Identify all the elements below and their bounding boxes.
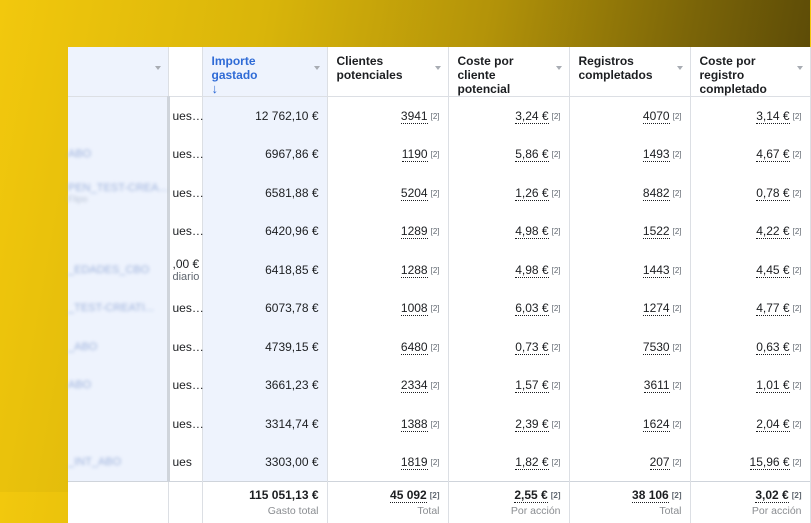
budget-cell [168,443,202,482]
note-marker: [2] [792,419,802,429]
sort-caret-icon [155,66,161,70]
spent-cell [202,135,327,174]
leads-cell [327,212,448,251]
spent-cell [202,251,327,290]
total-cpl-cell [448,482,569,523]
total-spent-value: 115 051,13 € [249,488,319,502]
note-marker: [2] [430,265,440,275]
note-marker: [2] [551,227,561,237]
leads-value[interactable]: 2334 [400,378,428,393]
budget-value: ues [172,455,192,469]
budget-cell [168,174,202,213]
total-regs-caption: Total [659,505,682,517]
ads-report-card [68,47,810,517]
note-marker: [2] [430,381,440,391]
column-header-label: Importe gastado [211,54,258,82]
table-row[interactable] [68,289,810,328]
note-marker: [2] [672,342,682,352]
note-marker: [2] [430,304,440,314]
column-header-registrations[interactable] [569,47,690,97]
note-marker: [2] [551,188,561,198]
leads-cell [327,97,448,136]
cpl-cell [448,405,569,444]
cpl-value[interactable]: 1,26 € [515,185,549,200]
budget-value: ues… [172,147,204,162]
cpl-cell [448,174,569,213]
leads-cell [327,405,448,444]
spent-value: 3314,74 € [265,416,319,431]
spent-cell [202,366,327,405]
total-cpl-value[interactable]: 2,55 € [514,488,548,502]
leads-cell [327,251,448,290]
total-leads-caption: Total [417,505,440,517]
cpl-value[interactable]: 1,82 € [515,455,549,469]
leads-value[interactable]: 3941 [400,109,428,123]
cpr-value[interactable]: 15,96 € [749,455,790,469]
campaign-name[interactable]: PEN_TEST-CREA... Flipo [68,181,168,204]
leads-cell [327,174,448,213]
budget-value: ues… [172,185,204,200]
sort-caret-icon [556,66,562,70]
regs-cell [569,443,690,482]
spent-cell [202,174,327,213]
note-marker: [2] [551,458,561,467]
spent-value: 6967,86 € [265,147,319,162]
total-regs-cell [569,482,690,523]
table-row[interactable] [68,97,810,136]
cpl-value[interactable]: 2,39 € [515,416,549,431]
campaign-results-table [68,47,811,523]
note-marker: [2] [672,381,682,391]
regs-value[interactable]: 1624 [642,416,670,431]
budget-cell [168,366,202,405]
note-marker: [2] [792,304,802,314]
table-row[interactable] [68,174,810,213]
cpr-cell [690,135,810,174]
note-marker: [2] [430,227,440,237]
spent-value: 3661,23 € [265,378,319,393]
column-header-label: Coste por registro completado [699,54,767,96]
leads-cell [327,443,448,482]
note-marker: [2] [672,419,682,429]
budget-caption: diario [172,270,200,283]
spent-cell [202,289,327,328]
campaign-name[interactable]: _EDADES_CBO [68,263,150,276]
regs-value[interactable]: 1274 [642,301,670,316]
regs-cell [569,135,690,174]
cpl-value[interactable]: 4,98 € [515,262,549,277]
campaign-name-cell[interactable] [68,174,168,213]
note-marker: [2] [791,491,802,500]
spent-cell [202,328,327,367]
leads-value[interactable]: 1819 [400,455,428,469]
column-header-leads[interactable] [327,47,448,97]
table-row[interactable] [68,443,810,482]
total-spent-cell [202,482,327,523]
note-marker: [2] [430,188,440,198]
budget-value: ues… [172,416,204,431]
regs-value[interactable]: 4070 [642,109,670,123]
table-row[interactable] [68,366,810,405]
spent-value: 3303,00 € [265,455,319,469]
table-row[interactable] [68,328,810,367]
cpr-cell [690,443,810,482]
note-marker: [2] [792,188,802,198]
note-marker: [2] [672,150,682,160]
spent-value: 6418,85 € [265,262,319,277]
note-marker: [2] [430,419,440,429]
leads-value[interactable]: 6480 [400,339,428,354]
cpr-cell [690,251,810,290]
regs-value[interactable]: 8482 [642,185,670,200]
spent-value: 6420,96 € [265,224,319,239]
budget-cell [168,328,202,367]
regs-value[interactable]: 7530 [642,339,670,354]
table-row[interactable] [68,251,810,290]
budget-cell [168,135,202,174]
campaign-name[interactable]: _ABO [68,340,98,353]
note-marker: [2] [792,227,802,237]
note-marker: [2] [792,458,802,467]
cpr-value[interactable]: 4,77 € [756,301,790,316]
budget-cell [168,251,202,290]
leads-cell [327,366,448,405]
regs-cell [569,97,690,136]
leads-value[interactable]: 1288 [400,262,428,277]
note-marker: [2] [792,150,802,160]
regs-cell [569,289,690,328]
cpr-cell [690,328,810,367]
note-marker: [2] [430,150,440,160]
column-header-name[interactable] [68,47,168,97]
column-header-label: Clientes potenciales [336,54,403,82]
cpr-cell [690,212,810,251]
leads-cell [327,328,448,367]
leads-value[interactable]: 1289 [400,224,428,239]
total-regs-value[interactable]: 38 106 [632,488,669,502]
budget-value: ,00 € [172,256,200,271]
note-marker: [2] [430,342,440,352]
totals-row [68,482,810,523]
cpl-cell [448,97,569,136]
campaign-name-cell[interactable] [68,97,168,136]
cpl-cell [448,289,569,328]
note-marker: [2] [792,342,802,352]
cpl-cell [448,328,569,367]
spent-value: 4739,15 € [265,339,319,354]
spent-cell [202,443,327,482]
cpr-cell [690,174,810,213]
note-marker: [2] [551,265,561,275]
cpl-cell [448,135,569,174]
cpr-cell [690,366,810,405]
campaign-name-cell[interactable] [68,405,168,444]
note-marker: [2] [792,112,802,121]
regs-value[interactable]: 1443 [642,262,670,277]
spent-value: 6073,78 € [265,301,319,316]
cpr-value[interactable]: 4,67 € [756,147,790,162]
totals-name-cell [68,482,168,523]
campaign-name-cell[interactable] [68,443,168,482]
total-cpr-cell [690,482,810,523]
cpr-cell [690,289,810,328]
campaign-name[interactable]: _INT_ABO [68,456,122,468]
campaign-name[interactable]: ABO [68,379,92,392]
cpr-cell [690,405,810,444]
budget-value: ues… [172,339,204,354]
cpl-value[interactable]: 1,57 € [515,378,549,393]
total-spent-caption: Gasto total [267,505,319,517]
note-marker: [2] [551,112,561,121]
regs-cell [569,174,690,213]
campaign-name[interactable]: _TEST-CREATI... [68,302,154,315]
campaign-name[interactable]: ABO [68,148,92,161]
campaign-name-cell[interactable] [68,212,168,251]
regs-cell [569,251,690,290]
cpr-value[interactable]: 4,22 € [756,224,790,239]
table-row[interactable] [68,135,810,174]
note-marker: [2] [672,458,682,467]
note-marker: [2] [429,491,440,500]
note-marker: [2] [672,112,682,121]
table-row[interactable] [68,212,810,251]
cpr-value[interactable]: 3,14 € [756,109,790,123]
note-marker: [2] [792,265,802,275]
budget-cell [168,212,202,251]
total-cpr-caption: Por acción [751,505,802,517]
column-header-cost-per-registration[interactable] [690,47,810,97]
spent-value: 6581,88 € [265,185,319,200]
campaign-name-cell[interactable] [68,366,168,405]
regs-cell [569,212,690,251]
cpl-cell [448,443,569,482]
regs-value[interactable]: 1522 [642,224,670,239]
sort-caret-icon [435,66,441,70]
campaign-name-cell[interactable] [68,328,168,367]
regs-value[interactable]: 207 [649,455,670,469]
spent-cell [202,97,327,136]
spent-cell [202,212,327,251]
cpr-cell [690,97,810,136]
budget-cell [168,289,202,328]
regs-value[interactable]: 1493 [642,147,670,162]
note-marker: [2] [551,342,561,352]
cpl-cell [448,212,569,251]
leads-value[interactable]: 1190 [401,147,428,162]
regs-value[interactable]: 3611 [643,378,670,393]
regs-cell [569,405,690,444]
note-marker: [2] [792,381,802,391]
total-cpl-caption: Por acción [510,505,561,517]
note-marker: [2] [672,265,682,275]
table-header-row [68,47,810,97]
totals-budget-cell [168,482,202,523]
note-marker: [2] [551,150,561,160]
note-marker: [2] [550,491,561,500]
leads-cell [327,135,448,174]
cpl-value[interactable]: 4,98 € [515,224,549,239]
sort-caret-icon [677,66,683,70]
leads-value[interactable]: 1008 [400,301,428,316]
campaign-name-cell[interactable] [68,135,168,174]
cpl-value[interactable]: 0,73 € [515,339,549,354]
cpr-value[interactable]: 2,04 € [756,416,790,431]
cpl-value[interactable]: 6,03 € [515,301,549,316]
cpl-cell [448,251,569,290]
note-marker: [2] [430,458,440,467]
sort-caret-icon [314,66,320,70]
cpl-value[interactable]: 5,86 € [515,147,549,162]
cpr-value[interactable]: 1,01 € [756,378,790,393]
sort-caret-icon [797,66,803,70]
note-marker: [2] [672,304,682,314]
cpl-value[interactable]: 3,24 € [515,109,549,123]
leads-value[interactable]: 1388 [400,416,428,431]
leads-cell [327,289,448,328]
budget-cell [168,97,202,136]
column-header-label: Registros completados [578,54,653,82]
total-cpr-value[interactable]: 3,02 € [755,488,789,502]
table-row[interactable] [68,405,810,444]
cpr-value[interactable]: 4,45 € [756,262,790,277]
note-marker: [2] [672,188,682,198]
campaign-name-cell[interactable] [68,289,168,328]
cpl-cell [448,366,569,405]
budget-cell [168,405,202,444]
note-marker: [2] [430,112,440,121]
total-leads-cell [327,482,448,523]
budget-value: ues… [172,109,204,123]
budget-value: ues… [172,224,204,239]
column-header-spent[interactable] [202,47,327,97]
spent-value: 12 762,10 € [255,109,319,123]
regs-cell [569,366,690,405]
total-leads-value[interactable]: 45 092 [390,488,427,502]
campaign-name-cell[interactable] [68,251,168,290]
note-marker: [2] [672,227,682,237]
budget-value: ues… [172,301,204,316]
budget-value: ues… [172,378,204,393]
note-marker: [2] [551,419,561,429]
note-marker: [2] [551,381,561,391]
regs-cell [569,328,690,367]
note-marker: [2] [671,491,682,500]
spent-cell [202,405,327,444]
sort-descending-icon: ↓ [211,81,218,96]
cpr-value[interactable]: 0,63 € [756,339,790,354]
column-header-budget[interactable] [168,47,202,97]
note-marker: [2] [551,304,561,314]
cpr-value[interactable]: 0,78 € [756,185,790,200]
leads-value[interactable]: 5204 [400,185,428,200]
column-header-cost-per-lead[interactable] [448,47,569,97]
column-header-label: Coste por cliente potencial [457,54,514,96]
